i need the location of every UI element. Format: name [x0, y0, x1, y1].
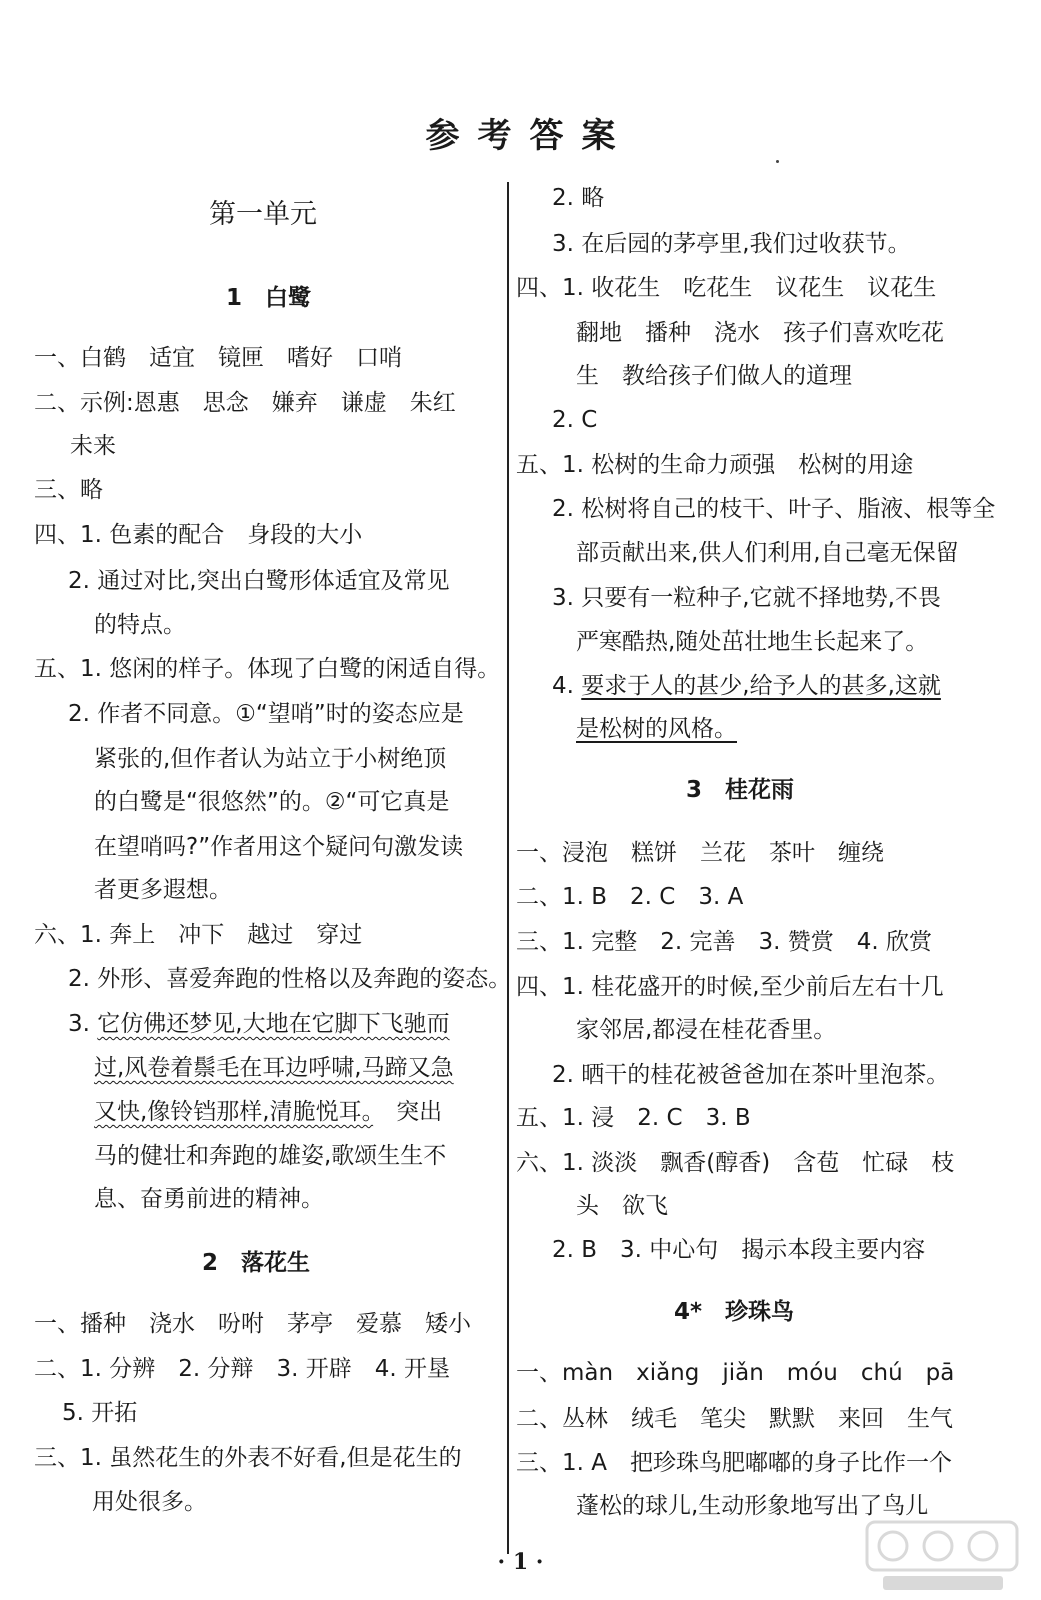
answer-line: 严寒酷热,随处茁壮地生长起来了。 — [576, 629, 929, 655]
section-title-1: 1 白鹭 — [226, 285, 312, 311]
answer-line — [552, 671, 941, 701]
answer-line: 五、1. 悠闲的样子。体现了白鹭的闲适自得。 — [34, 656, 501, 682]
answer-line: 5. 开拓 — [62, 1400, 138, 1426]
answer-line: 生 教给孩子们做人的道理 — [576, 363, 852, 389]
answer-line: 用处很多。 — [92, 1489, 207, 1515]
underlined-text: 是松树的风格。 — [576, 716, 737, 742]
answer-line: 六、1. 奔上 冲下 越过 穿过 — [34, 922, 363, 948]
answer-text: 突出 — [373, 1099, 443, 1125]
section-title-4: 4* 珍珠鸟 — [674, 1299, 795, 1325]
answer-line: 三、1. 虽然花生的外表不好看,但是花生的 — [34, 1445, 462, 1471]
answer-line: 四、1. 桂花盛开的时候,至少前后左右十几 — [516, 974, 944, 1000]
answer-line: 蓬松的球儿,生动形象地写出了鸟儿 — [576, 1493, 929, 1519]
answer-line: 2. C — [552, 407, 598, 433]
item-number: 4. — [552, 673, 582, 699]
underlined-text: 要求于人的甚少,给予人的甚多,这就 — [581, 673, 941, 699]
wavy-underlined-text: 过,风卷着鬃毛在耳边呼啸,马蹄又急 — [94, 1055, 454, 1081]
answer-line: 2. B 3. 中心句 揭示本段主要内容 — [552, 1237, 926, 1263]
answer-line: 三、略 — [34, 477, 103, 503]
answer-line: 二、丛林 绒毛 笔尖 默默 来回 生气 — [516, 1406, 953, 1432]
answer-line: 2. 略 — [552, 185, 605, 211]
section-title-2: 2 落花生 — [202, 1250, 311, 1276]
answer-line: 三、1. 完整 2. 完善 3. 赞赏 4. 欣赏 — [516, 929, 933, 955]
answer-line: 二、1. B 2. C 3. A — [516, 884, 744, 910]
answer-line: 一、白鹤 适宜 镜匣 嗜好 口哨 — [34, 345, 402, 371]
answer-line: 三、1. A 把珍珠鸟肥嘟嘟的身子比作一个 — [516, 1450, 952, 1476]
answer-line — [94, 1097, 442, 1127]
section-title-3: 3 桂花雨 — [686, 777, 795, 803]
answer-line: 息、奋勇前进的精神。 — [94, 1186, 324, 1212]
answer-line: 2. 松树将自己的枝干、叶子、脂液、根等全 — [552, 496, 996, 522]
answer-line: 二、示例:恩惠 思念 嫌弃 谦虚 朱红 — [34, 390, 456, 416]
answer-line — [68, 1009, 450, 1039]
answer-line: 一、màn xiǎng jiǎn móu chú pā — [516, 1360, 955, 1386]
answer-line: 五、1. 浸 2. C 3. B — [516, 1105, 751, 1131]
answer-line: 者更多遐想。 — [94, 877, 232, 903]
answer-line: 二、1. 分辨 2. 分辩 3. 开辟 4. 开垦 — [34, 1356, 451, 1382]
answer-line: 紧张的,但作者认为站立于小树绝顶 — [94, 746, 447, 772]
answer-line: 2. 外形、喜爱奔跑的性格以及奔跑的姿态。 — [68, 966, 512, 992]
answer-line: 一、播种 浇水 吩咐 茅亭 爱慕 矮小 — [34, 1311, 471, 1337]
answer-line: 3. 只要有一粒种子,它就不择地势,不畏 — [552, 585, 941, 611]
item-number: 3. — [68, 1011, 98, 1037]
answer-line: 2. 通过对比,突出白鹭形体适宜及常见 — [68, 568, 450, 594]
page-title: 参考答案 — [425, 116, 634, 156]
wavy-underlined-text: 又快,像铃铛那样,清脆悦耳。 — [94, 1099, 374, 1125]
unit-heading: 第一单元 — [209, 199, 317, 230]
answer-line: 马的健壮和奔跑的雄姿,歌颂生生不 — [94, 1143, 447, 1169]
answer-line: 家邻居,都浸在桂花香里。 — [576, 1017, 837, 1043]
decorative-dot — [776, 160, 779, 163]
column-divider — [507, 182, 509, 1554]
answer-line: 2. 晒干的桂花被爸爸加在茶叶里泡茶。 — [552, 1062, 950, 1088]
answer-line: 3. 在后园的茅亭里,我们过收获节。 — [552, 231, 911, 257]
answer-line: 部贡献出来,供人们利用,自己毫无保留 — [576, 540, 959, 566]
answer-line: 的白鹭是“很悠然”的。②“可它真是 — [94, 789, 450, 815]
answer-line: 的特点。 — [94, 612, 186, 638]
answer-line: 未来 — [70, 433, 116, 459]
answer-line: 2. 作者不同意。①“望哨”时的姿态应是 — [68, 701, 464, 727]
watermark-logo — [863, 1516, 1023, 1596]
answer-line: 翻地 播种 浇水 孩子们喜欢吃花 — [576, 320, 944, 346]
answer-line: 一、浸泡 糕饼 兰花 茶叶 缠绕 — [516, 840, 884, 866]
answer-line: 六、1. 淡淡 飘香(醇香) 含苞 忙碌 枝 — [516, 1150, 955, 1176]
wavy-underlined-text: 它仿佛还梦见,大地在它脚下飞驰而 — [97, 1011, 450, 1037]
page-number: · 1 · — [497, 1549, 544, 1575]
answer-line: 四、1. 色素的配合 身段的大小 — [34, 522, 363, 548]
answer-line: 头 欲飞 — [576, 1193, 668, 1219]
answer-line: 五、1. 松树的生命力顽强 松树的用途 — [516, 452, 914, 478]
answer-line: 四、1. 收花生 吃花生 议花生 议花生 — [516, 275, 937, 301]
answer-line: 在望哨吗?”作者用这个疑问句激发读 — [94, 834, 464, 860]
